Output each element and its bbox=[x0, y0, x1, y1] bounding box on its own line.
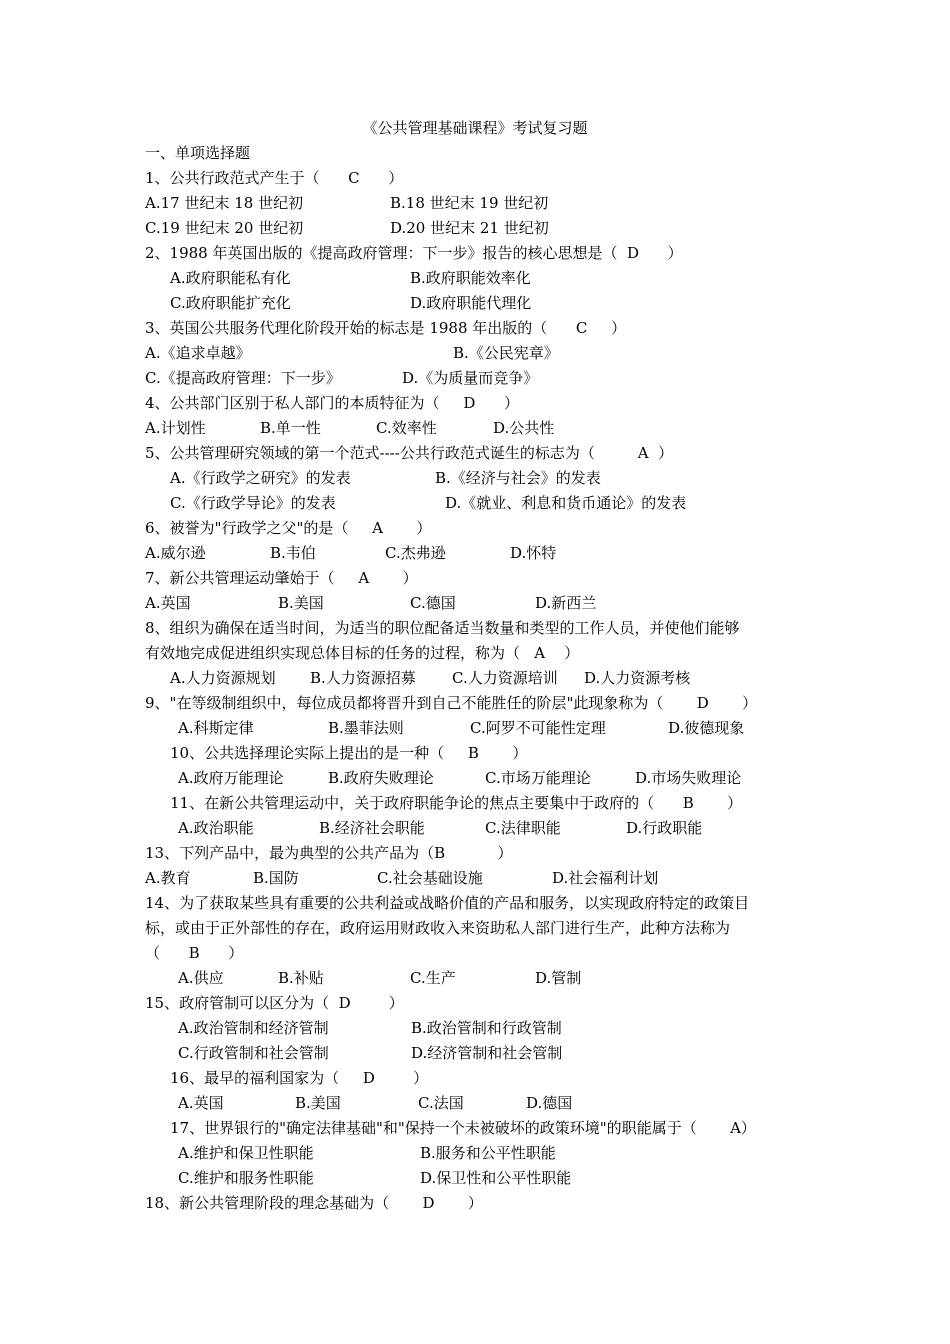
q7-option-c: C.德国 bbox=[410, 594, 456, 612]
q4-stem: 4、公共部门区别于私人部门的本质特征为（ D ） bbox=[145, 394, 520, 412]
q2-option-a: A.政府职能私有化 bbox=[170, 269, 291, 287]
q17-stem: 17、世界银行的"确定法律基础"和"保持一个未被破坏的政策环境"的职能属于（ A） bbox=[170, 1119, 756, 1137]
q7-option-b: B.美国 bbox=[278, 594, 324, 612]
q1-option-d: D.20 世纪末 21 世纪初 bbox=[390, 219, 549, 237]
q17-option-d: D.保卫性和公平性职能 bbox=[420, 1169, 572, 1187]
q16-option-b: B.美国 bbox=[295, 1094, 341, 1112]
q14-stem-line3: （ B ） bbox=[145, 944, 244, 962]
q7-option-a: A.英国 bbox=[145, 594, 191, 612]
q4-option-d: D.公共性 bbox=[493, 419, 555, 437]
q14-option-a: A.供应 bbox=[178, 969, 224, 987]
q9-option-d: D.彼德现象 bbox=[668, 719, 745, 737]
q8-option-c: C.人力资源培训 bbox=[452, 669, 558, 687]
q4-option-b: B.单一性 bbox=[260, 419, 321, 437]
q15-option-c: C.行政管制和社会管制 bbox=[178, 1044, 329, 1062]
q11-option-c: C.法律职能 bbox=[485, 819, 561, 837]
q13-option-c: C.社会基础设施 bbox=[377, 869, 483, 887]
q5-option-d: D.《就业、利息和货币通论》的发表 bbox=[445, 494, 687, 512]
q10-stem: 10、公共选择理论实际上提出的是一种（ B ） bbox=[170, 744, 528, 762]
q4-option-c: C.效率性 bbox=[376, 419, 437, 437]
q14-option-b: B.补贴 bbox=[278, 969, 324, 987]
q1-option-a: A.17 世纪末 18 世纪初 bbox=[145, 194, 304, 212]
q8-option-b: B.人力资源招募 bbox=[310, 669, 416, 687]
q14-stem-line1: 14、为了获取某些具有重要的公共利益或战略价值的产品和服务，以实现政府特定的政策目 bbox=[145, 894, 750, 912]
q8-stem-line1: 8、组织为确保在适当时间，为适当的职位配备适当数量和类型的工作人员，并使他们能够 bbox=[145, 619, 740, 637]
q11-option-a: A.政治职能 bbox=[178, 819, 254, 837]
q9-option-c: C.阿罗不可能性定理 bbox=[470, 719, 606, 737]
q15-option-b: B.政治管制和行政管制 bbox=[411, 1019, 562, 1037]
q2-option-c: C.政府职能扩充化 bbox=[170, 294, 291, 312]
q16-option-a: A.英国 bbox=[178, 1094, 224, 1112]
q6-option-c: C.杰弗逊 bbox=[385, 544, 446, 562]
q15-stem: 15、政府管制可以区分为（ D ） bbox=[145, 994, 404, 1012]
q14-stem-line2: 标，或由于正外部性的存在，政府运用财政收入来资助私人部门进行生产，此种方法称为 bbox=[145, 919, 731, 937]
q3-option-c: C.《提高政府管理：下一步》 bbox=[145, 369, 341, 387]
q2-option-b: B.政府职能效率化 bbox=[410, 269, 531, 287]
q11-option-d: D.行政职能 bbox=[626, 819, 703, 837]
q13-stem: 13、下列产品中，最为典型的公共产品为（B ） bbox=[145, 844, 513, 862]
q6-option-b: B.韦伯 bbox=[270, 544, 316, 562]
q16-stem: 16、最早的福利国家为（ D ） bbox=[170, 1069, 429, 1087]
q13-option-d: D.社会福利计划 bbox=[552, 869, 659, 887]
q18-stem: 18、新公共管理阶段的理念基础为（ D ） bbox=[145, 1194, 483, 1212]
q6-option-d: D.怀特 bbox=[510, 544, 557, 562]
q11-stem: 11、在新公共管理运动中，关于政府职能争论的焦点主要集中于政府的（ B ） bbox=[170, 794, 743, 812]
q9-option-a: A.科斯定律 bbox=[178, 719, 254, 737]
q10-option-b: B.政府失败理论 bbox=[328, 769, 434, 787]
q5-stem: 5、公共管理研究领域的第一个范式----公共行政范式诞生的标志为（ A ） bbox=[145, 444, 674, 462]
q10-option-c: C.市场万能理论 bbox=[485, 769, 591, 787]
q17-option-b: B.服务和公平性职能 bbox=[420, 1144, 556, 1162]
q5-option-c: C.《行政学导论》的发表 bbox=[170, 494, 336, 512]
q3-option-b: B.《公民宪章》 bbox=[453, 344, 559, 362]
q17-option-a: A.维护和保卫性职能 bbox=[178, 1144, 314, 1162]
q15-option-d: D.经济管制和社会管制 bbox=[411, 1044, 563, 1062]
q9-option-b: B.墨菲法则 bbox=[328, 719, 404, 737]
q7-stem: 7、新公共管理运动肇始于（ A ） bbox=[145, 569, 418, 587]
q6-option-a: A.威尔逊 bbox=[145, 544, 206, 562]
q1-stem: 1、公共行政范式产生于（ C ） bbox=[145, 169, 404, 187]
q2-option-d: D.政府职能代理化 bbox=[410, 294, 532, 312]
q10-option-d: D.市场失败理论 bbox=[635, 769, 742, 787]
q11-option-b: B.经济社会职能 bbox=[319, 819, 425, 837]
section-heading: 一、单项选择题 bbox=[145, 144, 251, 162]
q7-option-d: D.新西兰 bbox=[535, 594, 597, 612]
q14-option-d: D.管制 bbox=[535, 969, 582, 987]
q6-stem: 6、被誉为"行政学之父"的是（ A ） bbox=[145, 519, 432, 537]
q16-option-c: C.法国 bbox=[418, 1094, 464, 1112]
q8-option-d: D.人力资源考核 bbox=[584, 669, 691, 687]
doc-title: 《公共管理基础课程》考试复习题 bbox=[362, 119, 588, 137]
q1-option-b: B.18 世纪末 19 世纪初 bbox=[390, 194, 549, 212]
q13-option-b: B.国防 bbox=[253, 869, 299, 887]
q3-option-d: D.《为质量而竞争》 bbox=[402, 369, 539, 387]
q3-stem: 3、英国公共服务代理化阶段开始的标志是 1988 年出版的（ C ） bbox=[145, 319, 627, 337]
q2-stem: 2、1988 年英国出版的《提高政府管理：下一步》报告的核心思想是（ D ） bbox=[145, 244, 683, 262]
q13-option-a: A.教育 bbox=[145, 869, 191, 887]
q4-option-a: A.计划性 bbox=[145, 419, 206, 437]
q9-stem: 9、"在等级制组织中，每位成员都将晋升到自己不能胜任的阶层"此现象称为（ D ） bbox=[145, 694, 758, 712]
q15-option-a: A.政治管制和经济管制 bbox=[178, 1019, 329, 1037]
q16-option-d: D.德国 bbox=[526, 1094, 573, 1112]
q5-option-b: B.《经济与社会》的发表 bbox=[435, 469, 601, 487]
q17-option-c: C.维护和服务性职能 bbox=[178, 1169, 314, 1187]
q8-stem-line2: 有效地完成促进组织实现总体目标的任务的过程，称为（ A ） bbox=[145, 644, 580, 662]
q10-option-a: A.政府万能理论 bbox=[178, 769, 284, 787]
q14-option-c: C.生产 bbox=[410, 969, 456, 987]
q3-option-a: A.《追求卓越》 bbox=[145, 344, 251, 362]
q8-option-a: A.人力资源规划 bbox=[170, 669, 276, 687]
q1-option-c: C.19 世纪末 20 世纪初 bbox=[145, 219, 304, 237]
q5-option-a: A.《行政学之研究》的发表 bbox=[170, 469, 351, 487]
